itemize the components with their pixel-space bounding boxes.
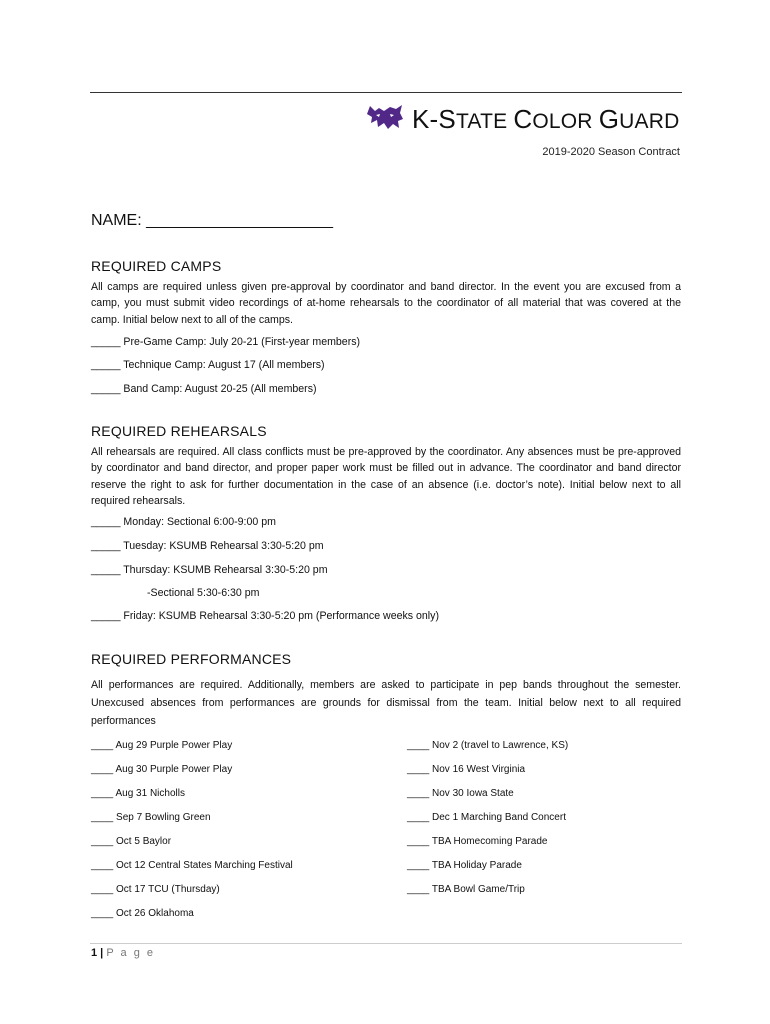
performances-heading: REQUIRED PERFORMANCES	[91, 651, 292, 667]
rehearsal-item-friday: _____ Friday: KSUMB Rehearsal 3:30-5:20 pm (Performance weeks only)	[91, 610, 439, 622]
performance-item: ____ Aug 31 Nicholls	[91, 788, 185, 799]
performance-item: ____ Oct 26 Oklahoma	[91, 908, 194, 919]
performance-item: ____ Oct 5 Baylor	[91, 836, 172, 847]
rehearsal-item-tuesday: _____ Tuesday: KSUMB Rehearsal 3:30-5:20 pm	[91, 540, 324, 552]
performance-item: ____ Aug 29 Purple Power Play	[91, 740, 233, 751]
rehearsal-item-monday: _____ Monday: Sectional 6:00-9:00 pm	[91, 516, 276, 528]
performance-item: ____ Aug 30 Purple Power Play	[91, 764, 233, 775]
name-field: NAME: _____________________	[91, 212, 333, 229]
brand-title: K-STATE COLOR GUARD	[412, 104, 680, 134]
rehearsal-item-thursday: _____ Thursday: KSUMB Rehearsal 3:30-5:20 pm	[91, 564, 328, 576]
performance-item: ____ Oct 17 TCU (Thursday)	[91, 884, 220, 895]
performance-item: ____ Dec 1 Marching Band Concert	[407, 812, 566, 823]
performances-body: All performances are required. Additionally, members are asked to participate in pep bands throughout the semester. Unexcused absences from performances are grounds for dismissal from the team. Initial below next to all required performances	[91, 679, 681, 727]
performance-item: ____ Nov 16 West Virginia	[407, 764, 526, 775]
season-contract-label: 2019-2020 Season Contract	[542, 146, 680, 158]
camp-item-band: _____ Band Camp: August 20-25 (All members)	[91, 383, 317, 395]
page-footer	[91, 947, 155, 959]
performance-item: ____ TBA Bowl Game/Trip	[407, 884, 525, 895]
camps-body: All camps are required unless given pre-approval by coordinator and band director. In the event you are excused from a camp, you must submit video recordings of at-home rehearsals to the coordinator of all material that was covered at the camp. Initial below next to all of the camps.	[91, 281, 681, 326]
footer-rule	[90, 943, 682, 944]
camps-heading: REQUIRED CAMPS	[91, 258, 222, 274]
performance-item: ____ Sep 7 Bowling Green	[91, 812, 211, 823]
performance-item: ____ Nov 30 Iowa State	[407, 788, 514, 799]
rehearsals-heading: REQUIRED REHEARSALS	[91, 423, 267, 439]
footer-separator: |	[97, 947, 107, 959]
camp-item-pregame: _____ Pre-Game Camp: July 20-21 (First-year members)	[91, 336, 361, 348]
rehearsals-body: All rehearsals are required. All class conflicts must be pre-approved by the coordinator. Any absences must be pre-approved by coordinator and band director, and proper paper work must be filled out in advance. The coordinator and band director reserve the right to ask for further documentation in the case of an absence (i.e. doctor’s note). Initial below next to all required rehearsals.	[91, 446, 681, 507]
wildcat-logo-icon	[366, 102, 404, 132]
performance-item: ____ TBA Holiday Parade	[407, 860, 522, 871]
page-label: P a g e	[106, 947, 155, 959]
rehearsal-item-sectional: -Sectional 5:30-6:30 pm	[147, 587, 260, 599]
performance-item: ____ TBA Homecoming Parade	[407, 836, 548, 847]
camp-item-technique: _____ Technique Camp: August 17 (All members)	[91, 359, 325, 371]
page-number: 1	[91, 947, 98, 959]
performance-item: ____ Oct 12 Central States Marching Festival	[91, 860, 293, 871]
performance-item: ____ Nov 2 (travel to Lawrence, KS)	[407, 740, 569, 751]
header-rule	[90, 92, 682, 93]
